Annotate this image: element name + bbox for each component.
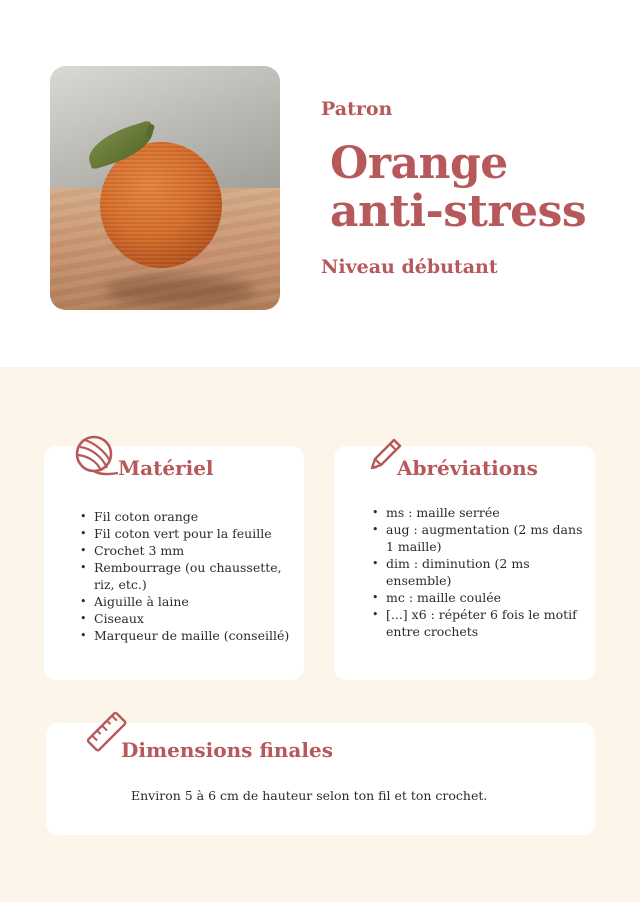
list-item: • Ciseaux [80,610,292,627]
title-line-2: anti-stress [330,186,587,237]
materiel-list [80,508,292,644]
list-item: • aug : augmentation (2 ms dans 1 maille) [372,521,584,555]
difficulty-level: Niveau débutant [321,256,498,278]
orange-amigurumi-photo [50,66,280,310]
dimensions-heading: Dimensions finales [121,738,333,762]
page-title [330,140,586,236]
abreviations-heading: Abréviations [397,456,538,480]
list-item: • Rembourrage (ou chaussette, riz, etc.) [80,559,292,593]
dimensions-text: Environ 5 à 6 cm de hauteur selon ton fil et ton crochet. [131,788,488,803]
materiel-heading: Matériel [118,456,214,480]
list-item: • Aiguille à laine [80,593,292,610]
list-item: • dim : diminution (2 ms ensemble) [372,555,584,589]
abreviations-list [372,504,584,640]
title-line-1: Orange [330,138,508,189]
list-item: • ms : maille serrée [372,504,584,521]
materiel-card [44,446,304,680]
list-item: • Fil coton orange [80,508,292,525]
list-item: • [...] x6 : répéter 6 fois le motif entre crochets [372,606,584,640]
abreviations-card [334,446,595,680]
yarn-ball-icon [74,434,120,476]
list-item: • Marqueur de maille (conseillé) [80,627,292,644]
dimensions-card [46,723,595,835]
list-item: • Fil coton vert pour la feuille [80,525,292,542]
list-item: • Crochet 3 mm [80,542,292,559]
pattern-label: Patron [321,98,393,120]
list-item: • mc : maille coulée [372,589,584,606]
